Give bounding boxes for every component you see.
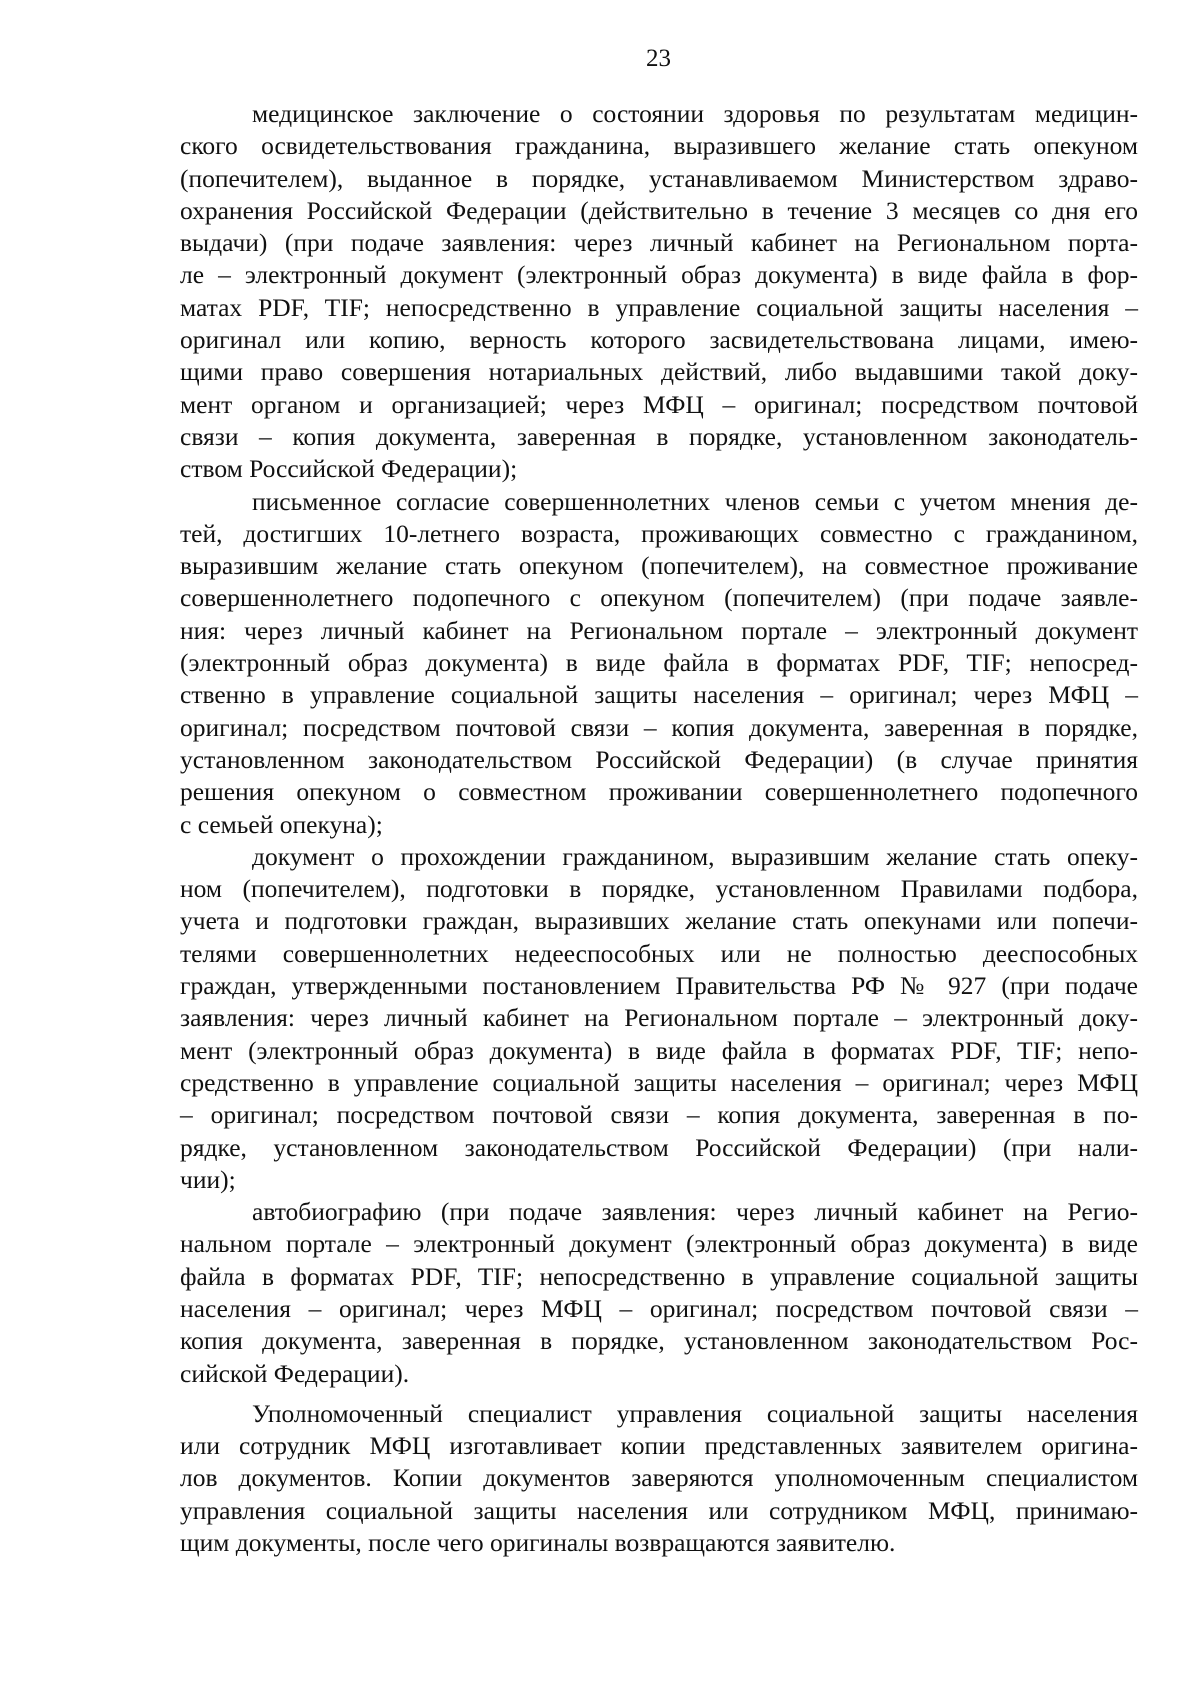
text-line: письменное согласие совершеннолетних членов семьи с учетом мнения де- [252, 486, 1138, 516]
paragraph [180, 1196, 1138, 1390]
text-line: медицинское заключение о состоянии здоровья по результатам медицин- [252, 99, 1138, 128]
text-line: документ о прохождении гражданином, выразившим желание стать опеку- [252, 841, 1138, 871]
text-line: мент органом и организацией; через МФЦ – оригинал; посредством почтовой [180, 389, 1138, 419]
text-line: тей, достигших 10-летнего возраста, проживающих совместно с гражданином, [180, 518, 1138, 548]
text-line: заявления: через личный кабинет на Региональном портале – электронный доку- [180, 1003, 1138, 1033]
text-line: лов документов. Копии документов заверяются уполномоченным специалистом [180, 1463, 1138, 1493]
text-line: выдачи) (при подаче заявления: через личный кабинет на Региональном порта- [180, 228, 1138, 258]
text-line: ственно в управление социальной защиты населения – оригинал; через МФЦ – [180, 680, 1138, 710]
text-line: связи – копия документа, заверенная в порядке, установленном законодатель- [180, 421, 1138, 451]
text-line: установленном законодательством Российской Федерации) (в случае принятия [180, 744, 1138, 774]
text-line: нальном портале – электронный документ (электронный образ документа) в виде [180, 1229, 1138, 1259]
text-line: автобиографию (при подаче заявления: через личный кабинет на Регио- [252, 1197, 1138, 1227]
text-line: сийской Федерации). [180, 1358, 410, 1388]
text-line: ном (попечителем), подготовки в порядке, установленном Правилами подбора, [180, 874, 1138, 904]
text-line: (электронный образ документа) в виде файла в форматах PDF, TIF; непосред- [180, 648, 1138, 678]
text-line: телями совершеннолетних недееспособных или не полностью дееспособных [180, 938, 1138, 968]
text-line: файла в форматах PDF, TIF; непосредственно в управление социальной защиты [180, 1261, 1138, 1291]
paragraph [180, 841, 1138, 1196]
document-body [180, 98, 1138, 1559]
text-line: (попечителем), выданное в порядке, устанавливаемом Министерством здраво- [180, 163, 1138, 193]
page-number: 23 [646, 45, 671, 72]
text-line: выразившим желание стать опекуном (попечителем), на совместное проживание [180, 551, 1138, 581]
paragraph [180, 98, 1138, 486]
text-line: оригинал или копию, верность которого засвидетельствована лицами, имею- [180, 325, 1138, 355]
text-line: ством Российской Федерации); [180, 454, 518, 484]
text-line: или сотрудник МФЦ изготавливает копии представленных заявителем оригина- [180, 1431, 1138, 1461]
text-line: охранения Российской Федерации (действительно в течение 3 месяцев со дня его [180, 195, 1138, 225]
text-line: населения – оригинал; через МФЦ – оригинал; посредством почтовой связи – [180, 1293, 1138, 1323]
text-line: граждан, утвержденными постановлением Правительства РФ № 927 (при подаче [180, 971, 1138, 1001]
text-line: рядке, установленном законодательством Российской Федерации) (при нали- [180, 1132, 1138, 1162]
text-line: ния: через личный кабинет на Региональном портале – электронный документ [180, 615, 1138, 645]
paragraph [180, 1398, 1138, 1559]
text-line: – оригинал; посредством почтовой связи – копия документа, заверенная в по- [180, 1100, 1138, 1130]
text-line: с семьей опекуна); [180, 809, 383, 839]
text-line: управления социальной защиты населения или сотрудником МФЦ, принимаю- [180, 1495, 1138, 1525]
text-line: ле – электронный документ (электронный образ документа) в виде файла в фор- [180, 260, 1138, 290]
text-line: матах PDF, TIF; непосредственно в управление социальной защиты населения – [180, 292, 1138, 322]
text-line: щими право совершения нотариальных действий, либо выдавшими такой доку- [180, 357, 1138, 387]
text-line: чии); [180, 1164, 236, 1194]
text-line: решения опекуном о совместном проживании совершеннолетнего подопечного [180, 777, 1138, 807]
text-line: Уполномоченный специалист управления социальной защиты населения [252, 1398, 1138, 1428]
text-line: копия документа, заверенная в порядке, установленном законодательством Рос- [180, 1326, 1138, 1356]
text-line: совершеннолетнего подопечного с опекуном (попечителем) (при подаче заявле- [180, 583, 1138, 613]
text-line: мент (электронный образ документа) в виде файла в форматах PDF, TIF; непо- [180, 1035, 1138, 1065]
paragraph [180, 486, 1138, 841]
text-line: оригинал; посредством почтовой связи – копия документа, заверенная в порядке, [180, 712, 1138, 742]
text-line: учета и подготовки граждан, выразивших желание стать опекунами или попечи- [180, 906, 1138, 936]
text-line: средственно в управление социальной защиты населения – оригинал; через МФЦ [180, 1067, 1138, 1097]
text-line: щим документы, после чего оригиналы возвращаются заявителю. [180, 1528, 896, 1558]
text-line: ского освидетельствования гражданина, выразившего желание стать опекуном [180, 131, 1138, 161]
